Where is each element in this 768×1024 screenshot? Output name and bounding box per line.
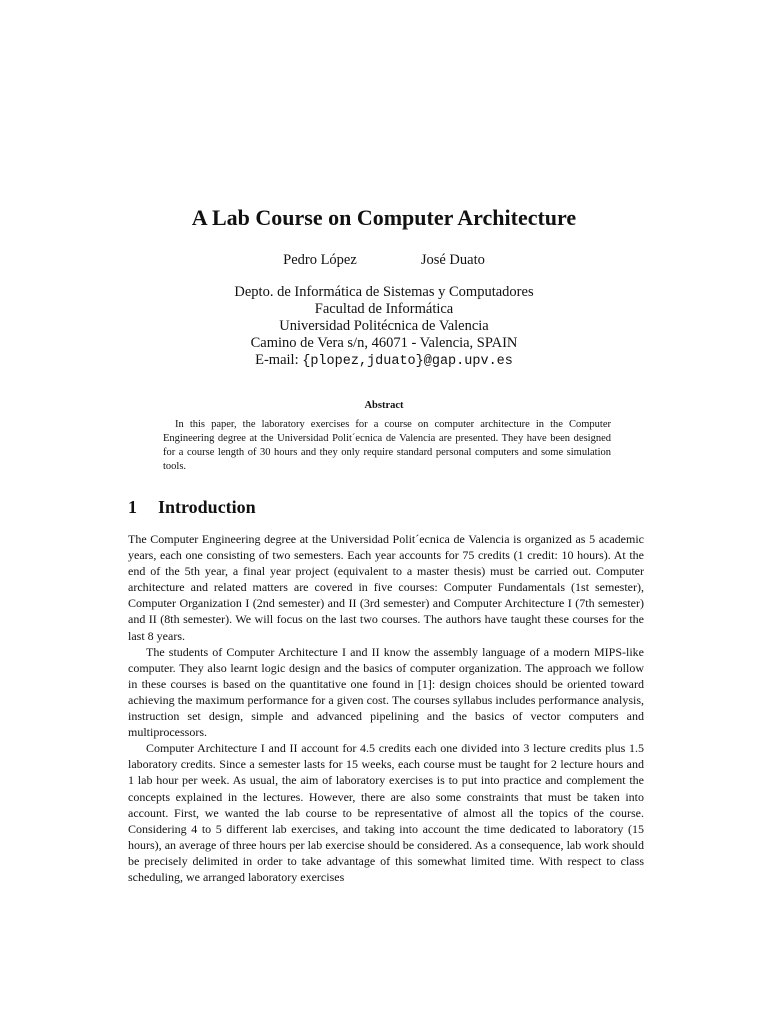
paragraph: The students of Computer Architecture I and II know the assembly language of a modern MIPS-like computer. They also learnt logic design and the basics of computer organization. The approach we follow in these courses is based on the quantitative one found in [1]: design choices should be oriented toward achieving the maximum performance for a given cost. The courses syllabus includes performance analysis, instruction set design, simple and advanced pipelining and the basics of vector computers and multiprocessors. [128, 644, 644, 740]
affiliation-line: Depto. de Informática de Sistemas y Computadores [234, 284, 534, 300]
paper-title: A Lab Course on Computer Architecture [191, 205, 577, 230]
email-line [0, 352, 768, 370]
section-title: Introduction [158, 497, 256, 517]
paragraph: Computer Architecture I and II account for 4.5 credits each one divided into 3 lecture credits plus 1.5 laboratory credits. Since a semester lasts for 15 weeks, each course must be taught for 2 lecture hours and 1 lab hour per week. As usual, the aim of laboratory exercises is to put into practice and complement the concepts explained in the lectures. However, there are also some constraints that must be taken into account. First, we wanted the lab course to be representative of almost all the topics of the course. Considering 4 to 5 different lab exercises, and taking into account the time dedicated to laboratory (15 hours), an average of three hours per lab exercise should be considered. As a consequence, lab work should be precisely delimited in order to take advantage of this somewhat limited time. With respect to class scheduling, we arranged laboratory exercises [128, 741, 644, 884]
affiliation-line: Camino de Vera s/n, 46071 - Valencia, SPAIN [250, 335, 518, 351]
author-list [0, 252, 768, 269]
body-text [128, 531, 644, 885]
affiliation-line: Facultad de Informática [314, 301, 454, 317]
section-heading [128, 497, 256, 518]
affiliation-block [0, 284, 768, 370]
email-address: {plopez,jduato}@gap.upv.es [302, 354, 513, 369]
section-number: 1 [128, 497, 137, 517]
email-label: E-mail: [255, 352, 303, 368]
paragraph: The Computer Engineering degree at the Universidad Polit´ecnica de Valencia is organized as 5 academic years, each one consisting of two semesters. Each year accounts for 75 credits (1 credit: 10 hours). At the end of the 5th year, a final year project (equivalent to a master thesis) must be carried out. Computer architecture and related matters are covered in five courses: Computer Fundamentals (1st semester), Computer Organization I (2nd semester) and II (3rd semester) and Computer Architecture I (7th semester) and II (8th semester). We will focus on the last two courses. The authors have taught these courses for the last 8 years. [128, 532, 644, 643]
author-name: Pedro López [283, 252, 357, 268]
affiliation-line: Universidad Politécnica de Valencia [279, 318, 489, 334]
abstract-text: In this paper, the laboratory exercises for a course on computer architecture in the Computer Engineering degree at the Universidad Polit´ecnica de Valencia are presented. They have been designed for a course length of 30 hours and they only require standard personal computers and some simulation tools. [163, 419, 611, 472]
author-name: José Duato [420, 252, 485, 268]
abstract-heading: Abstract [364, 400, 404, 411]
